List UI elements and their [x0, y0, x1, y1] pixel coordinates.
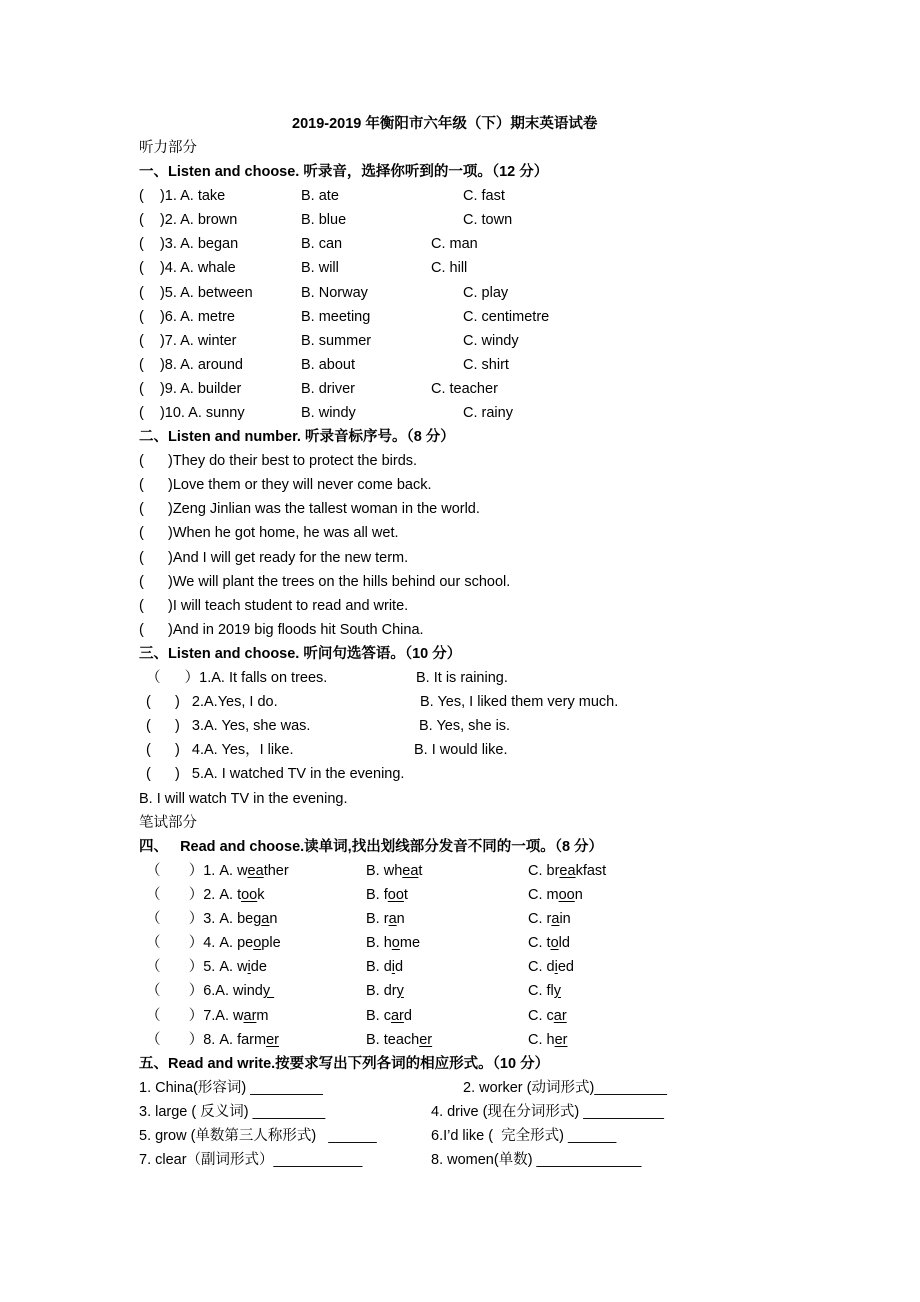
part1-item-1-b: B. ate	[301, 188, 339, 204]
part1-item-5-a: ( )5. A. between	[139, 285, 253, 301]
part1-item-8-b: B. about	[301, 357, 356, 373]
part2-item: ( )And I will get ready for the new term.	[139, 550, 409, 566]
part5-item-7: 7. clear（副词形式）___________	[139, 1152, 363, 1168]
part1-item-2-b: B. blue	[301, 212, 347, 228]
part4-item-7-b: B. card	[366, 1008, 412, 1024]
part5-item-4: 4. drive (现在分词形式) __________	[431, 1104, 664, 1120]
part4-item-3-c: C. rain	[528, 911, 571, 927]
part4-item-5-c: C. died	[528, 959, 574, 975]
part3-item-2-a: ( ) 2.A.Yes, I do.	[146, 694, 278, 710]
part4-item-3-b: B. ran	[366, 911, 405, 927]
part2-item: ( )They do their best to protect the birds.	[139, 453, 418, 469]
part4-item-8-c: C. her	[528, 1032, 568, 1048]
part1-item-6-b: B. meeting	[301, 309, 371, 325]
part4-item-5-b: B. did	[366, 959, 404, 975]
part4-item-2-b: B. foot	[366, 887, 408, 903]
page-title: 2019-2019 年衡阳市六年级（下）期末英语试卷	[292, 116, 598, 132]
part1-item-1-a: ( )1. A. take	[139, 188, 226, 204]
part4-item-8-a: （ ）8. A. farmer	[146, 1032, 279, 1048]
part4-item-2-a: （ ）2. A. took	[146, 887, 265, 903]
part2-item: ( )When he got home, he was all wet.	[139, 525, 399, 541]
part3-item-5-b: B. I will watch TV in the evening.	[139, 791, 348, 807]
part4-heading: 四、 Read and choose.读单词,找出划线部分发音不同的一项。（8 分）	[139, 839, 604, 855]
part1-item-10-b: B. windy	[301, 405, 356, 421]
part1-item-4-c: C. hill	[431, 260, 468, 276]
part4-item-1-b: B. wheat	[366, 863, 423, 879]
part2-item: ( )We will plant the trees on the hills behind our school.	[139, 574, 511, 590]
part1-item-9-a: ( )9. A. builder	[139, 381, 242, 397]
part2-item: ( )Zeng Jinlian was the tallest woman in the world.	[139, 501, 480, 517]
part4-item-4-c: C. told	[528, 935, 570, 951]
part1-item-6-a: ( )6. A. metre	[139, 309, 235, 325]
part2-item: ( )Love them or they will never come back.	[139, 477, 432, 493]
part1-item-7-b: B. summer	[301, 333, 372, 349]
part5-item-3: 3. large ( 反义词) _________	[139, 1104, 326, 1120]
part3-item-4-a: ( ) 4.A. Yes，I like.	[146, 742, 294, 758]
part3-item-1-a: （ ）1.A. It falls on trees.	[146, 670, 328, 686]
part1-item-4-b: B. will	[301, 260, 339, 276]
part5-item-8: 8. women(单数) _____________	[431, 1152, 642, 1168]
part2-item: ( )And in 2019 big floods hit South China.	[139, 622, 424, 638]
part3-item-3-b: B. Yes, she is.	[419, 718, 511, 734]
part3-item-5-a: ( ) 5.A. I watched TV in the evening.	[146, 766, 405, 782]
part4-item-6-c: C. fly	[528, 983, 562, 999]
part4-item-4-a: （ ）4. A. people	[146, 935, 281, 951]
part3-item-3-a: ( ) 3.A. Yes, she was.	[146, 718, 311, 734]
part1-item-9-b: B. driver	[301, 381, 355, 397]
part1-item-4-a: ( )4. A. whale	[139, 260, 236, 276]
part1-item-5-c: C. play	[463, 285, 509, 301]
part4-item-1-c: C. breakfast	[528, 863, 607, 879]
part2-item: ( )I will teach student to read and write.	[139, 598, 409, 614]
part1-heading: 一、Listen and choose. 听录音，选择你听到的一项。（12 分）	[139, 164, 549, 180]
part1-item-2-c: C. town	[463, 212, 513, 228]
part4-item-1-a: （ ）1. A. weather	[146, 863, 289, 879]
part4-item-3-a: （ ）3. A. began	[146, 911, 278, 927]
part5-item-6: 6.I’d like ( 完全形式) ______	[431, 1128, 617, 1144]
part1-item-1-c: C. fast	[463, 188, 505, 204]
part3-heading: 三、Listen and choose. 听问句选答语。（10 分）	[139, 646, 462, 662]
part5-heading: 五、Read and write.按要求写出下列各词的相应形式。（10 分）	[139, 1056, 550, 1072]
part1-item-3-b: B. can	[301, 236, 343, 252]
part1-item-5-b: B. Norway	[301, 285, 368, 301]
part1-item-6-c: C. centimetre	[463, 309, 550, 325]
part4-item-2-c: C. moon	[528, 887, 583, 903]
part3-item-4-b: B. I would like.	[414, 742, 508, 758]
part1-item-8-c: C. shirt	[463, 357, 509, 373]
part3-item-1-b: B. It is raining.	[416, 670, 508, 686]
part1-item-9-c: C. teacher	[431, 381, 498, 397]
part4-item-6-a: （ ）6.A. windy	[146, 983, 275, 999]
part5-item-5: 5. grow (单数第三人称形式) ______	[139, 1128, 377, 1144]
part2-heading: 二、Listen and number. 听录音标序号。（8 分）	[139, 429, 455, 445]
part1-item-7-c: C. windy	[463, 333, 519, 349]
part1-item-3-c: C. man	[431, 236, 478, 252]
part1-item-3-a: ( )3. A. began	[139, 236, 239, 252]
part5-item-1: 1. China(形容词) _________	[139, 1080, 323, 1096]
part1-item-10-c: C. rainy	[463, 405, 513, 421]
listening-section-header: 听力部分	[139, 140, 197, 156]
part1-item-8-a: ( )8. A. around	[139, 357, 243, 373]
part4-item-4-b: B. home	[366, 935, 421, 951]
part1-item-2-a: ( )2. A. brown	[139, 212, 238, 228]
part1-item-10-a: ( )10. A. sunny	[139, 405, 245, 421]
part4-item-7-c: C. car	[528, 1008, 567, 1024]
part4-item-5-a: （ ）5. A. wide	[146, 959, 267, 975]
part4-item-8-b: B. teacher	[366, 1032, 433, 1048]
writing-section-header: 笔试部分	[139, 815, 197, 831]
part5-item-2: 2. worker (动词形式)_________	[463, 1080, 667, 1096]
part3-item-2-b: B. Yes, I liked them very much.	[420, 694, 619, 710]
part4-item-6-b: B. dry	[366, 983, 404, 999]
part4-item-7-a: （ ）7.A. warm	[146, 1008, 269, 1024]
part1-item-7-a: ( )7. A. winter	[139, 333, 237, 349]
